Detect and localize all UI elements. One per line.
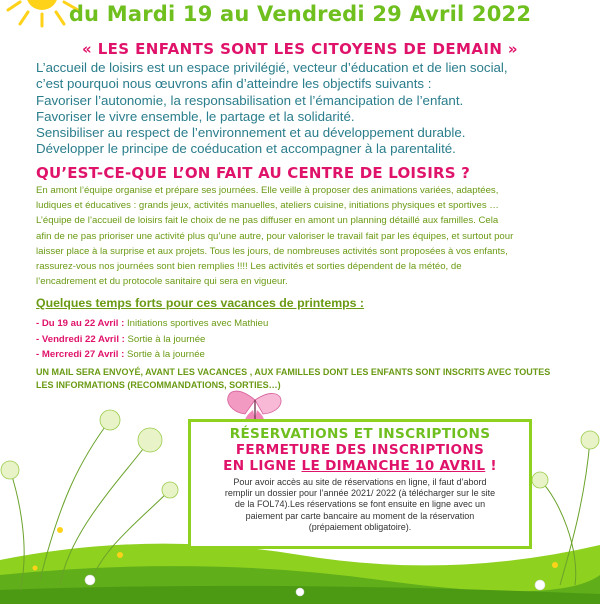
section-body bbox=[36, 183, 562, 289]
info-line: Pour avoir accès au site de réservations en ligne, il faut d’abord bbox=[233, 477, 487, 487]
reservations-title: RÉSERVATIONS ET INSCRIPTIONS bbox=[229, 426, 491, 442]
info-line: paiement par carte bancaire au moment de la réservation bbox=[245, 510, 475, 521]
event-date: - Vendredi 22 Avril : bbox=[36, 333, 125, 345]
intro-line: Favoriser le vivre ensemble, le partage et la solidarité. bbox=[36, 108, 355, 124]
event-date: - Mercredi 27 Avril : bbox=[36, 349, 125, 360]
closing-line: FERMETURE DES INSCRIPTIONS bbox=[235, 442, 485, 458]
event-desc: Sortie à la journée bbox=[124, 349, 205, 360]
event-desc: Sortie à la journée bbox=[124, 333, 206, 345]
body-line: En amont l’équipe organise et prépare ses journées. Elle veille à proposer des animations variées, adaptées, bbox=[36, 185, 499, 196]
body-line: ludiques et éducatives : grands jeux, activités manuelles, ateliers cuisine, initiations physiques et sportives … bbox=[36, 200, 499, 212]
intro-line: c’est pourquoi nous œuvrons afin d’atteindre les objectifs suivants : bbox=[36, 76, 432, 92]
intro-line: Sensibiliser au respect de l’environnement et au développement durable. bbox=[36, 125, 466, 141]
section-title: QU’EST-CE-QUE L’ON FAIT AU CENTRE DE LOISIRS ? bbox=[36, 164, 471, 182]
closing-date: LE DIMANCHE 10 AVRIL bbox=[301, 458, 486, 474]
closing-line-suffix: ! bbox=[485, 458, 497, 474]
body-line: l’encadrement et du protocole sanitaire qui sera en vigueur. bbox=[36, 276, 288, 288]
list-item bbox=[36, 332, 268, 348]
intro-text bbox=[36, 60, 576, 158]
info-line: remplir un dossier pour l’année 2021/ 2022 (à télécharger sur le site bbox=[224, 488, 496, 499]
event-date: - Du 19 au 22 Avril : bbox=[36, 318, 125, 329]
body-line: rassurez-vous nos journées sont bien remplies !!!! Les activités et sorties dépendent de la météo, de bbox=[36, 261, 462, 273]
reservations-info bbox=[191, 477, 529, 533]
intro-line: Favoriser l’autonomie, la responsabilisation et l’émancipation de l’enfant. bbox=[36, 92, 464, 108]
event-dates: du Mardi 19 au Vendredi 29 Avril 2022 bbox=[68, 2, 532, 26]
highlights-list bbox=[36, 316, 268, 363]
body-line: L’équipe de l’accueil de loisirs fait le choix de ne pas diffuser en amont un planning détaillé aux familles. Cela bbox=[36, 215, 499, 227]
list-item bbox=[36, 316, 268, 332]
reservations-box bbox=[188, 419, 532, 549]
mail-line: UN MAIL SERA ENVOYÉ, AVANT LES VACANCES , AUX FAMILLES DONT LES ENFANTS SONT INSCRITS AVEC TOUTES bbox=[36, 367, 551, 377]
body-line: afin de ne pas prioriser une activité plus qu’une autre, pour valoriser le travail fait par les équipes, et surtout pour bbox=[36, 230, 514, 242]
mail-line: LES INFORMATIONS (RECOMMANDATIONS, SORTIES…) bbox=[36, 379, 281, 390]
closing-date-line bbox=[191, 458, 529, 474]
highlights-title: Quelques temps forts pour ces vacances de printemps : bbox=[36, 296, 365, 310]
slogan: « LES ENFANTS SONT LES CITOYENS DE DEMAIN » bbox=[81, 40, 518, 58]
closing-line-prefix: EN LIGNE bbox=[223, 458, 302, 474]
event-desc: Initiations sportives avec Mathieu bbox=[124, 318, 269, 329]
intro-line: Développer le principe de coéducation et accompagner à la parentalité. bbox=[36, 141, 456, 157]
body-line: laisser place à la surprise et aux projets. Tous les jours, de nombreuses activités sont proposées à vos enfants, bbox=[36, 245, 508, 257]
list-item bbox=[36, 347, 268, 363]
intro-line: L’accueil de loisirs est un espace privilégié, vecteur d’éducation et de lien social, bbox=[36, 60, 508, 75]
info-line: (prépaiement obligatoire). bbox=[308, 521, 412, 532]
info-line: de la FOL74).Les réservations se font ensuite en ligne avec un bbox=[234, 499, 486, 510]
